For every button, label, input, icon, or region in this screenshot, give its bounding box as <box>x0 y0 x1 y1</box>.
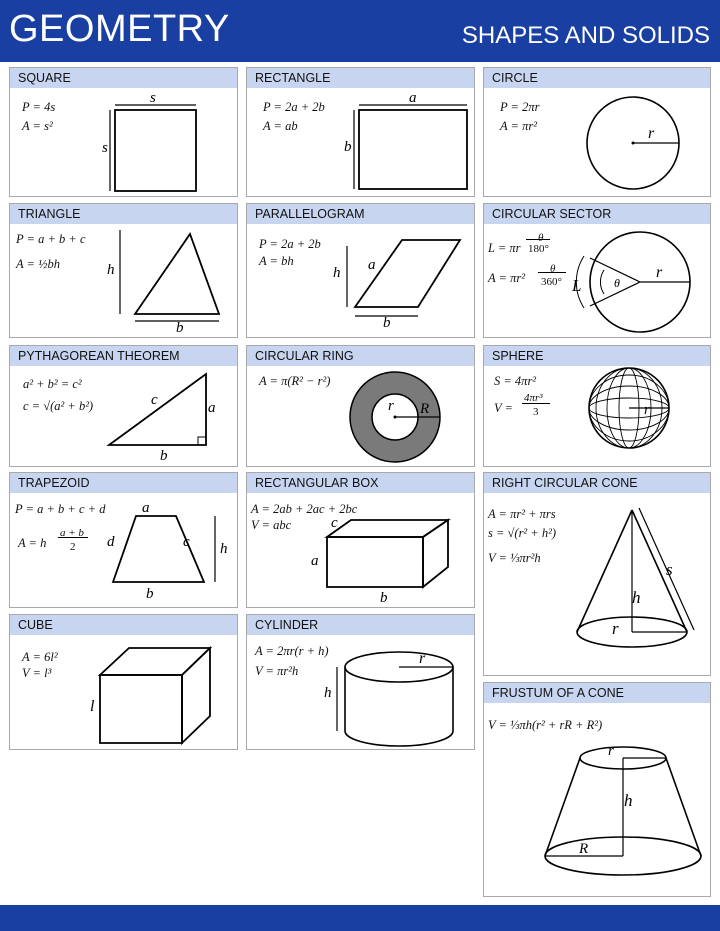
panel-title: CYLINDER <box>247 615 474 635</box>
ring-figure <box>247 366 476 468</box>
panel-title: RECTANGULAR BOX <box>247 473 474 493</box>
label-b: b <box>176 320 184 336</box>
panel-title: CUBE <box>10 615 237 635</box>
label-r: r <box>388 398 394 414</box>
label-h: h <box>624 791 633 810</box>
panel-title: RIGHT CIRCULAR CONE <box>484 473 710 493</box>
panel-triangle <box>9 203 238 338</box>
panel-title: SPHERE <box>484 346 710 366</box>
label-c: c <box>331 515 338 531</box>
label-r: r <box>612 619 619 638</box>
trapezoid-figure <box>10 493 239 609</box>
panel-square <box>9 67 238 197</box>
label-c: c <box>151 392 158 408</box>
formula-area: A = ab <box>263 119 298 133</box>
formula-area: A = s² <box>22 119 53 133</box>
label-b: b <box>383 315 391 331</box>
formula-perimeter: P = 2a + 2b <box>259 237 321 251</box>
formula-volume: V = l³ <box>22 666 52 680</box>
square-figure <box>10 88 239 198</box>
label-L: L <box>572 276 582 295</box>
formula-area: A = πr² + πrs <box>488 507 556 521</box>
cube-figure <box>10 635 239 751</box>
box-figure <box>247 493 476 609</box>
header-bar <box>0 0 720 62</box>
label-s-side: s <box>102 140 108 156</box>
panel-sphere: SPHERE S = 4πr² V = 4πr³ 3 r <box>483 345 711 467</box>
panel-title: CIRCULAR SECTOR <box>484 204 710 224</box>
label-h: h <box>107 262 115 278</box>
formula-perimeter: P = a + b + c + d <box>15 502 106 516</box>
label-d: d <box>107 534 115 550</box>
panel-rectangle <box>246 67 475 197</box>
formula-perimeter: P = 2a + 2b <box>263 100 325 114</box>
panel-circular-sector: CIRCULAR SECTOR L = πr θ 180° A = πr² θ 360° L θ r <box>483 203 711 338</box>
panel-circle <box>483 67 711 197</box>
label-l: l <box>90 698 95 715</box>
panel-title: FRUSTUM OF A CONE <box>484 683 710 703</box>
formula-area: A = ½bh <box>16 257 60 271</box>
panel-title: PARALLELOGRAM <box>247 204 474 224</box>
panel-title: PYTHAGOREAN THEOREM <box>10 346 237 366</box>
label-r: r <box>656 264 663 281</box>
formula-volume: V = πr²h <box>255 664 299 678</box>
formula-area: A = π(R² − r²) <box>259 374 331 388</box>
formula-area: A = 2ab + 2ac + 2bc <box>251 502 358 516</box>
label-h: h <box>220 541 228 557</box>
formula-volume: V = ⅓πh(r² + rR + R²) <box>488 718 603 732</box>
cone-figure <box>484 493 712 677</box>
label-R: R <box>579 841 589 857</box>
label-r: r <box>608 743 614 759</box>
panel-cylinder <box>246 614 475 750</box>
sphere-figure <box>484 366 712 468</box>
formula-surface: S = 4πr² <box>494 374 537 388</box>
formula-perimeter: P = a + b + c <box>16 232 86 246</box>
formula-hypotenuse: c = √(a² + b²) <box>23 399 94 413</box>
panel-title: SQUARE <box>10 68 237 88</box>
formula-area: A = πr² <box>500 119 537 133</box>
panel-parallelogram <box>246 203 475 338</box>
panel-cube <box>9 614 238 750</box>
label-b: b <box>160 448 168 464</box>
triangle-figure <box>10 224 239 339</box>
panel-circular-ring <box>246 345 475 467</box>
page-subtitle: SHAPES AND SOLIDS <box>461 22 710 49</box>
label-r: r <box>648 125 655 142</box>
right-triangle-figure <box>10 366 239 468</box>
panel-title: CIRCLE <box>484 68 710 88</box>
panel-right-circular-cone <box>483 472 711 676</box>
label-h: h <box>324 685 332 701</box>
panel-trapezoid: TRAPEZOID P = a + b + c + d A = h a + b 2 a d c h b <box>9 472 238 608</box>
label-a: a <box>142 500 150 516</box>
formula-perimeter: P = 4s <box>22 100 56 114</box>
label-s-top: s <box>150 90 156 106</box>
panel-title: RECTANGLE <box>247 68 474 88</box>
formula-volume: V = ⅓πr²h <box>488 551 541 565</box>
page-title: GEOMETRY <box>9 8 230 50</box>
frustum-figure <box>484 703 712 898</box>
label-r: r <box>644 402 650 418</box>
label-b: b <box>380 590 388 606</box>
sector-figure <box>484 224 712 339</box>
formula-slant: s = √(r² + h²) <box>488 526 557 540</box>
panel-title: TRAPEZOID <box>10 473 237 493</box>
label-c: c <box>183 534 190 550</box>
panel-frustum <box>483 682 711 897</box>
label-a: a <box>368 257 376 273</box>
label-b: b <box>344 139 352 155</box>
panel-pythagorean <box>9 345 238 467</box>
label-a: a <box>409 90 417 106</box>
cylinder-figure <box>247 635 476 751</box>
panel-title: CIRCULAR RING <box>247 346 474 366</box>
formula-area: A = 6l² <box>22 650 58 664</box>
parallelogram-figure <box>247 224 476 339</box>
label-h: h <box>333 265 341 281</box>
label-h: h <box>632 588 641 607</box>
label-s: s <box>666 560 673 579</box>
panel-rectangular-box <box>246 472 475 608</box>
formula-perimeter: P = 2πr <box>500 100 540 114</box>
label-theta: θ <box>614 276 620 290</box>
label-r: r <box>419 650 426 667</box>
formula-volume: V = abc <box>251 518 292 532</box>
formula-theorem: a² + b² = c² <box>23 377 82 391</box>
footer-bar <box>0 905 720 931</box>
formula-area: A = bh <box>259 254 294 268</box>
label-R: R <box>420 401 430 417</box>
label-b: b <box>146 586 154 602</box>
label-a: a <box>208 400 216 416</box>
formula-area: A = 2πr(r + h) <box>255 644 329 658</box>
panel-title: TRIANGLE <box>10 204 237 224</box>
label-a: a <box>311 553 319 569</box>
rectangle-figure <box>247 88 476 198</box>
circle-figure <box>484 88 712 198</box>
